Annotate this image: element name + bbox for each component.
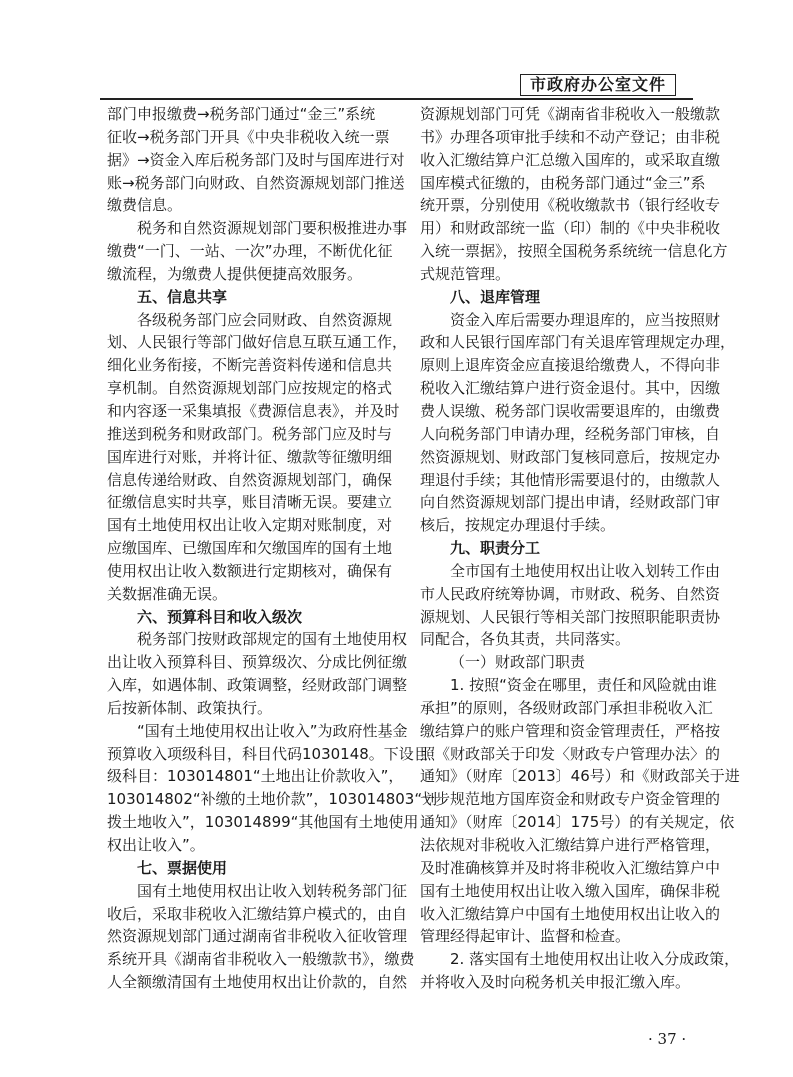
section-heading: 五、信息共享	[137, 287, 228, 306]
document-header-title: 市政府办公室文件	[520, 74, 676, 96]
text-line: 税收入汇缴结算户进行资金退付。其中，因缴	[420, 379, 721, 398]
text-line: 权出让收入”。	[107, 836, 205, 854]
text-line: 国库模式征缴的，由税务部门通过“金三”系	[420, 173, 706, 192]
text-line: 收后，采取非税收入汇缴结算户模式的，由自	[107, 904, 408, 923]
header-divider	[100, 98, 693, 100]
text-line: 拨土地收入”，103014899“其他国有土地使用	[107, 813, 419, 832]
section-heading: 八、退库管理	[450, 287, 541, 306]
text-line: 征缴信息实时共享，账目清晰无误。要建立	[107, 493, 393, 512]
text-line: 费人误缴、税务部门误收需要退库的，由缴费	[420, 401, 721, 420]
text-line: 1. 按照“资金在哪里，责任和风险就由谁	[450, 676, 717, 695]
text-line: 国有土地使用权出让收入缴入国库，确保非税	[420, 881, 721, 900]
text-line: 国有土地使用权出让收入定期对账制度，对	[107, 516, 393, 535]
text-line: 收入汇缴结算户中国有土地使用权出让收入的	[420, 904, 721, 923]
text-line: 信息传递给财政、自然资源规划部门，确保	[107, 470, 393, 489]
text-line: 一步规范地方国库资金和财政专户资金管理的	[420, 790, 721, 809]
text-line: 资金入库后需要办理退库的，应当按照财	[450, 310, 721, 329]
text-line: 国库进行对账，并将计征、缴款等征缴明细	[107, 447, 393, 466]
text-line: 缴费“一门、一站、一次”办理，不断优化征	[107, 242, 393, 261]
text-line: 使用权出让收入数额进行定期核对，确保有	[107, 561, 393, 580]
text-line: 照《财政部关于印发〈财政专户管理办法〉的	[420, 744, 721, 763]
right-column	[420, 103, 740, 994]
text-line: 税务和自然资源规划部门要积极推进办事	[137, 219, 408, 238]
text-line: 和内容逐一采集填报《费源信息表》，并及时	[107, 401, 400, 420]
text-line: 人全额缴清国有土地使用权出让价款的，自然	[107, 973, 408, 992]
text-line: 享机制。自然资源规划部门应按规定的格式	[107, 379, 393, 398]
text-line: 统开票，分别使用《税收缴款书（银行经收专	[420, 196, 721, 215]
text-line: 账→税务部门向财政、自然资源规划部门推送	[107, 173, 405, 192]
text-line: 资源规划部门可凭《湖南省非税收入一般缴款	[420, 105, 721, 123]
page-number: · 37 ·	[648, 1030, 687, 1048]
text-line: 管理经得起审计、监督和检查。	[420, 927, 631, 946]
text-line: 书》办理各项审批手续和不动产登记；由非税	[420, 127, 721, 146]
text-line: 关数据准确无误。	[107, 584, 228, 603]
text-line: 用）和财政部统一监（印）制的《中央非税收	[420, 219, 721, 238]
text-line: 级科目：103014801“土地出让价款收入”，	[107, 767, 404, 786]
text-line: 部门申报缴费→税务部门通过“金三”系统	[107, 105, 376, 123]
text-line: 法依规对非税收入汇缴结算户进行严格管理，	[420, 836, 721, 854]
text-line: 式规范管理。	[420, 264, 511, 283]
text-line: 人向税务部门申请办理，经税务部门审核，自	[420, 424, 721, 443]
text-line: 应缴国库、已缴国库和欠缴国库的国有土地	[107, 539, 393, 558]
text-line: 并将收入及时向税务机关申报汇缴入库。	[420, 973, 691, 992]
text-line: 据》→资金入库后税务部门及时与国库进行对	[107, 150, 405, 169]
text-line: 通知》（财库〔2013〕46号）和《财政部关于进	[420, 767, 740, 786]
text-line: 及时准确核算并及时将非税收入汇缴结算户中	[420, 858, 721, 877]
text-line: 理退付手续；其他情形需要退付的，由缴款人	[420, 470, 721, 489]
text-line: 原则上退库资金应直接退给缴费人，不得向非	[420, 356, 721, 375]
text-line: 缴费信息。	[107, 196, 183, 215]
text-line: 缴流程，为缴费人提供便捷高效服务。	[107, 264, 363, 283]
text-line: （一）财政部门职责	[450, 653, 586, 672]
text-line: 然资源规划、财政部门复核同意后，按规定办	[420, 447, 721, 466]
text-line: 出让收入预算科目、预算级次、分成比例征缴	[107, 653, 408, 672]
left-column	[107, 103, 438, 994]
section-heading: 九、职责分工	[450, 539, 541, 558]
text-line: 全市国有土地使用权出让收入划转工作由	[450, 561, 721, 580]
text-line: 系统开具《湖南省非税收入一般缴款书》，缴费	[107, 950, 415, 969]
text-line: 入库，如遇体制、政策调整，经财政部门调整	[107, 676, 408, 695]
text-line: 国有土地使用权出让收入划转税务部门征	[137, 881, 408, 900]
text-line: 通知》（财库〔2014〕175号）的有关规定，依	[420, 813, 735, 832]
text-line: 源规划、人民银行等相关部门按照职能职责协	[420, 607, 721, 626]
text-line: 同配合，各负其责，共同落实。	[420, 630, 631, 649]
text-line: 收入汇缴结算户汇总缴入国库的，或采取直缴	[420, 150, 721, 169]
text-line: 划、人民银行等部门做好信息互联互通工作，	[107, 333, 408, 352]
text-line: 缴结算户的账户管理和资金管理责任，严格按	[420, 721, 721, 740]
text-line: 市人民政府统筹协调，市财政、税务、自然资	[420, 584, 721, 603]
text-line: “国有土地使用权出让收入”为政府性基金	[137, 721, 408, 740]
section-heading: 七、票据使用	[137, 858, 228, 877]
text-line: 然资源规划部门通过湖南省非税收入征收管理	[107, 927, 408, 946]
text-line: 核后，按规定办理退付手续。	[420, 516, 616, 535]
text-line: 承担”的原则，各级财政部门承担非税收入汇	[420, 698, 713, 717]
text-line: 细化业务衔接，不断完善资料传递和信息共	[107, 356, 393, 375]
text-line: 政和人民银行国库部门有关退库管理规定办理，	[420, 333, 736, 352]
text-line: 2. 落实国有土地使用权出让收入分成政策，	[450, 950, 740, 969]
text-line: 103014802“补缴的土地价款”，103014803“划	[107, 790, 438, 809]
text-line: 后按新体制、政策执行。	[107, 698, 273, 717]
text-line: 预算收入项级科目，科目代码1030148。下设目	[107, 744, 429, 763]
section-heading: 六、预算科目和收入级次	[137, 607, 303, 626]
text-line: 向自然资源规划部门提出申请，经财政部门审	[420, 493, 721, 512]
text-line: 征收→税务部门开具《中央非税收入统一票	[107, 127, 390, 146]
text-line: 各级税务部门应会同财政、自然资源规	[137, 310, 393, 329]
text-line: 入统一票据》，按照全国税务系统统一信息化方	[420, 242, 728, 261]
text-line: 推送到税务和财政部门。税务部门应及时与	[107, 424, 393, 443]
text-line: 税务部门按财政部规定的国有土地使用权	[137, 630, 408, 649]
